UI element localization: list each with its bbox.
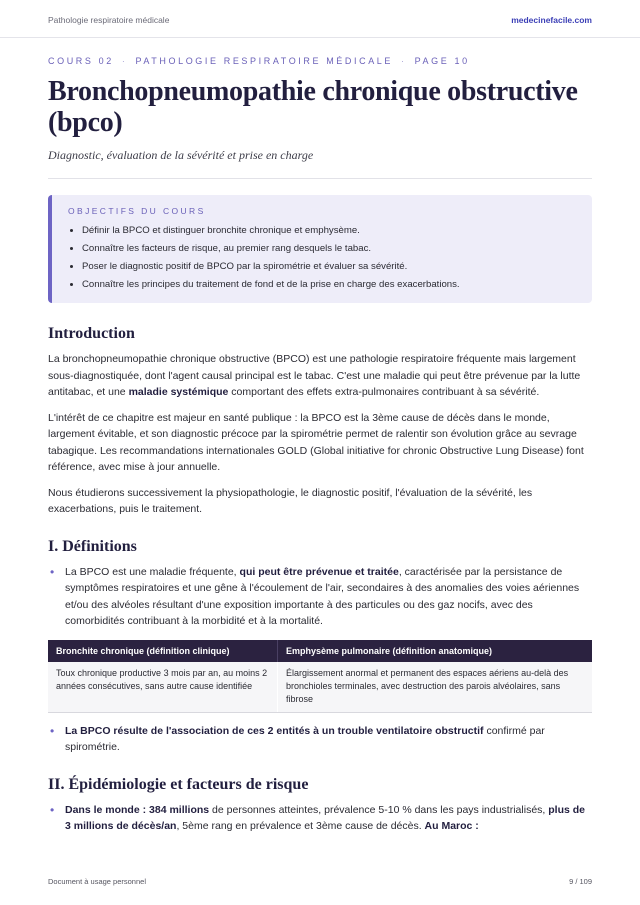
- intro-emphasis: maladie systémique: [128, 386, 229, 398]
- page-title: Bronchopneumopathie chronique obstructive (bpco): [48, 76, 578, 138]
- definition-bullet: [48, 723, 592, 756]
- kicker: [48, 56, 592, 66]
- bullet-emphasis: qui peut être prévenue et traitée: [239, 565, 399, 578]
- kicker-separator: ·: [401, 56, 407, 66]
- objectives-list: [68, 225, 578, 291]
- table-cell: Élargissement anormal et permanent des espaces aériens au-delà des bronchioles terminales, avec destruction des parois alvéolaires, sans fibrose: [278, 662, 593, 713]
- running-header: [0, 0, 640, 38]
- objective-item: • Poser le diagnostic positif de BPCO par la spirométrie et évaluer sa sévérité.: [82, 261, 578, 273]
- bullet-emphasis: plus de 3 millions de décès/an: [65, 803, 586, 832]
- bullet-text: confirmé par spirométrie.: [65, 724, 545, 753]
- bullet-emphasis: Au Maroc :: [424, 820, 479, 832]
- section-heading-introduction: Introduction: [48, 325, 135, 342]
- objective-item: • Connaître les facteurs de risque, au premier rang desquels le tabac.: [82, 243, 578, 255]
- page-content: [48, 56, 592, 835]
- intro-text: comportant des effets extra-pulmonaires contribuant à sa sévérité.: [228, 386, 540, 398]
- kicker-course: COURS 02: [48, 56, 114, 66]
- bullet-emphasis: Dans le monde : 384 millions: [65, 803, 210, 816]
- section-heading-epidemiology: II. Épidémiologie et facteurs de risque: [48, 775, 309, 793]
- table-header-row: [48, 640, 592, 662]
- table-header-cell: Emphysème pulmonaire (définition anatomique): [278, 640, 593, 662]
- bullet-text: de personnes atteintes, prévalence 5-10 % dans les pays industrialisés,: [209, 803, 549, 816]
- definition-bullet: [48, 564, 592, 630]
- table-row: [48, 662, 592, 713]
- page-subtitle: Diagnostic, évaluation de la sévérité et prise en charge: [48, 148, 314, 162]
- bullet-text: La BPCO est une maladie fréquente,: [65, 565, 240, 578]
- intro-text: La bronchopneumopathie chronique obstructive (BPCO) est une pathologie respiratoire fréquente mais largement sous-diagnostiquée, dont l'agent causal principal est le tabac. C'est une maladie qui peut être prévenue par la lutte antitabac, et une: [48, 353, 581, 398]
- bullet-text: , 5ème rang en prévalence et 3ème cause de décès.: [176, 820, 425, 832]
- kicker-page: PAGE 10: [414, 56, 470, 66]
- objective-item: • Connaître les principes du traitement de fond et de la prise en charge des exacerbations.: [82, 279, 578, 291]
- kicker-separator: ·: [121, 56, 128, 66]
- objective-item: • Définir la BPCO et distinguer bronchite chronique et emphysème.: [82, 225, 578, 237]
- intro-paragraph: [48, 351, 592, 401]
- footer-notice: Document à usage personnel: [48, 877, 146, 886]
- table-header-cell: Bronchite chronique (définition clinique): [48, 640, 278, 662]
- title-divider: [48, 178, 592, 179]
- objectives-title: OBJECTIFS DU COURS: [68, 206, 206, 216]
- page-number: 9 / 109: [569, 877, 592, 886]
- bullet-emphasis: La BPCO résulte de l'association de ces 2 entités à un trouble ventilatoire obstructif: [65, 724, 484, 737]
- intro-paragraph: L'intérêt de ce chapitre est majeur en santé publique : la BPCO est la 3ème cause de décès dans le monde, largement évitable, et son diagnostic précoce par la spirométrie permet de ralentir son évolution grâce au sevrage tabagique. Les recommandations internationales GOLD (Global initiative for chronic Obstructive Lung Disease) font référence, avec mise à jour annuelle.: [48, 411, 584, 473]
- definitions-table: [48, 640, 592, 713]
- header-course-name: Pathologie respiratoire médicale: [48, 15, 170, 25]
- bullet-text: , caractérisée par la persistance de symptômes respiratoires et une gêne à l'écoulement de l'air, secondaires à des anomalies des voies aériennes et/ou des alvéoles résultant d'une exposition importante à des particules ou des gaz nocifs, avec des comorbidités contribuant à la morbidité et à la mortalité.: [65, 565, 580, 627]
- kicker-subject: PATHOLOGIE RESPIRATOIRE MÉDICALE: [135, 56, 394, 66]
- epidemiology-bullet: [48, 802, 592, 835]
- objectives-box: [48, 195, 592, 303]
- section-heading-definitions: I. Définitions: [48, 537, 137, 555]
- page-footer: [48, 877, 592, 891]
- header-site-link[interactable]: medecinefacile.com: [511, 15, 592, 25]
- intro-paragraph: Nous étudierons successivement la physiopathologie, le diagnostic positif, l'évaluation de la sévérité, les exacerbations, puis le traitement.: [48, 486, 533, 515]
- table-cell: Toux chronique productive 3 mois par an, au moins 2 années consécutives, sans autre cause identifiée: [48, 662, 278, 713]
